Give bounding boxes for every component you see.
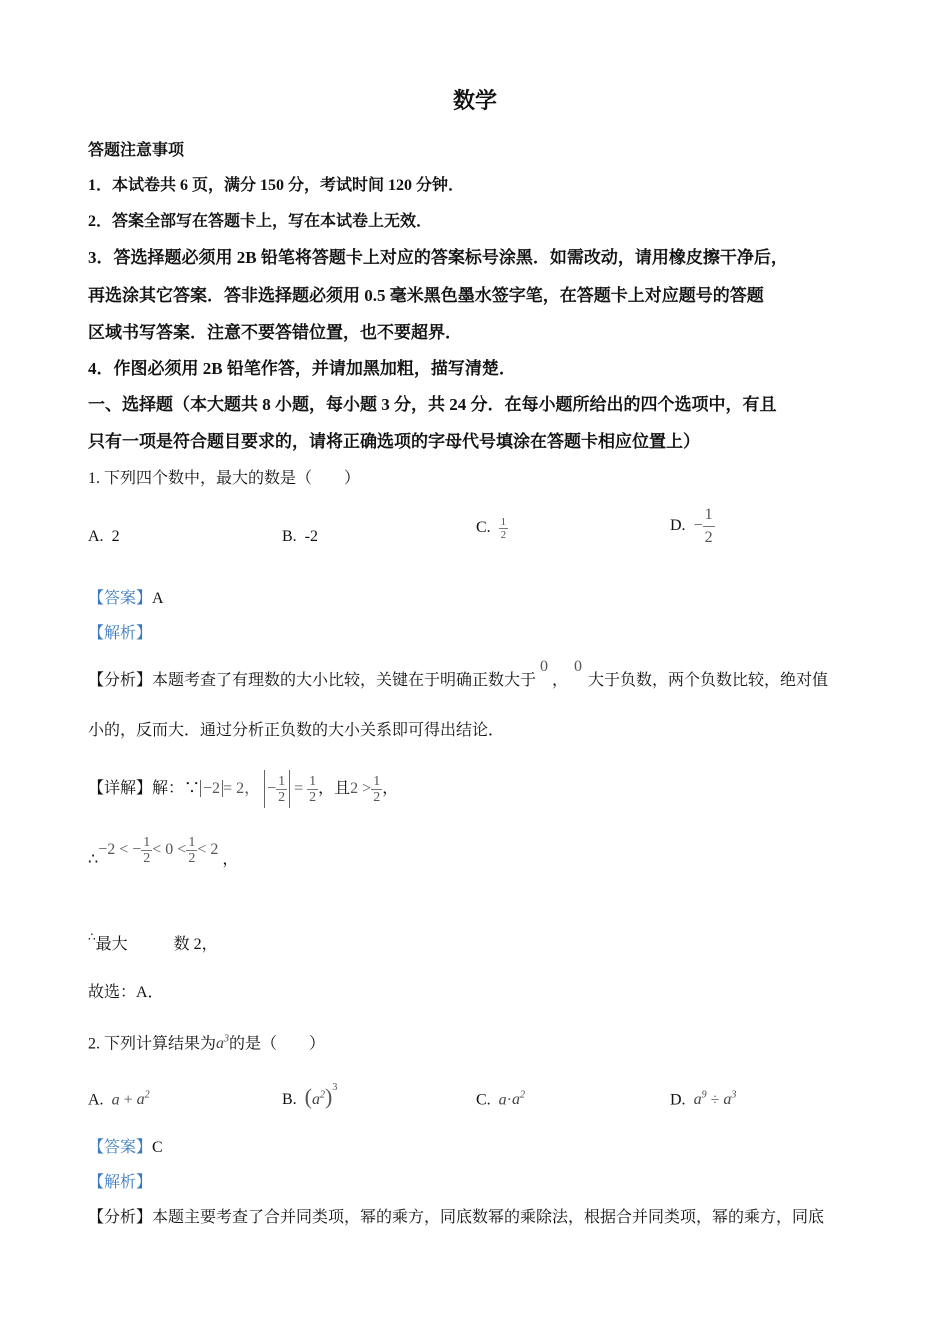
q2-option-d: D. $a^9 \div a^3$ <box>670 1090 737 1109</box>
q2-analysis-tag: 【解析】 <box>88 1174 153 1191</box>
section-heading: 一、选择题（本大题共 8 小题，每小题 3 分，共 24 分．在每小题所给出的四个选项中，有且 <box>88 395 777 414</box>
section-heading: 只有一项是符合题目要求的，请将正确选项的字母代号填涂在答题卡相应位置上） <box>88 432 700 451</box>
q1-option-a: A. 2 <box>88 528 120 545</box>
notice-item: 4．作图必须用 2B 铅笔作答，并请加黑加粗，描写清楚． <box>88 359 516 378</box>
q1-answer: 【答案】A <box>88 590 164 607</box>
q1-option-d: D. − $\frac{1}{2}$ <box>670 506 713 546</box>
q2-answer: 【答案】C <box>88 1139 163 1156</box>
q1-option-b: B. -2 <box>282 528 318 545</box>
q2-fenxi: 【分析】本题主要考查了合并同类项，幂的乘方，同底数幂的乘除法，根据合并同类项，幂的乘方，同底 <box>88 1209 825 1226</box>
q1-analysis-tag: 【解析】 <box>88 625 153 642</box>
notice-item: 区域书写答案．注意不要答错位置，也不要超界． <box>88 323 462 342</box>
q2-option-a: A. $a + a^2$ <box>88 1090 150 1109</box>
q1-stem: 1. 下列四个数中，最大的数是（ ） <box>88 470 361 487</box>
q2-option-b: B. $(a^2)^3$ <box>282 1082 338 1109</box>
notice-item: 1．本试卷共 6 页，满分 150 分，考试时间 120 分钟． <box>88 177 465 194</box>
q1-option-c: C. $\frac{1}{2}$ <box>476 516 507 541</box>
q1-fenxi-line2: 小的，反而大．通过分析正负数的大小关系即可得出结论． <box>88 722 505 739</box>
notice-heading: 答题注意事项 <box>88 142 185 159</box>
notice-item: 再选涂其它答案．答非选择题必须用 0.5 毫米黑色墨水签字笔，在答题卡上对应题号的答题 <box>88 286 764 305</box>
q1-detail: 【详解】解：∵ −2 = 2， − $\frac{1}{2}$ = $\frac{1}{2}$ ，且2 > $\frac{1}{2}$ ， <box>88 770 398 808</box>
page-title: 数学 <box>452 88 497 113</box>
q1-chain: ∴−2 < − $\frac{1}{2}$ < 0 < $\frac{1}{2}$ < 2 ， <box>88 834 239 868</box>
q2-option-c: C. $a\cdot a^2$ <box>476 1090 525 1109</box>
notice-item: 3．答选择题必须用 2B 铅笔将答题卡上对应的答案标号涂黑．如需改动，请用橡皮擦干净后， <box>88 248 788 267</box>
q1-fenxi: 【分析】本题考查了有理数的大小比较，关键在于明确正数大于0，0大于负数，两个负数比较，绝对值 <box>88 658 829 689</box>
notice-item: 2．答案全部写在答题卡上，写在本试卷上无效． <box>88 213 433 230</box>
q2-stem: 2. 下列计算结果为$a^3$的是（ ） <box>88 1034 326 1053</box>
q1-choose: 故选：A． <box>88 984 164 1001</box>
q1-max: ∴最大 数 2， <box>88 930 218 953</box>
